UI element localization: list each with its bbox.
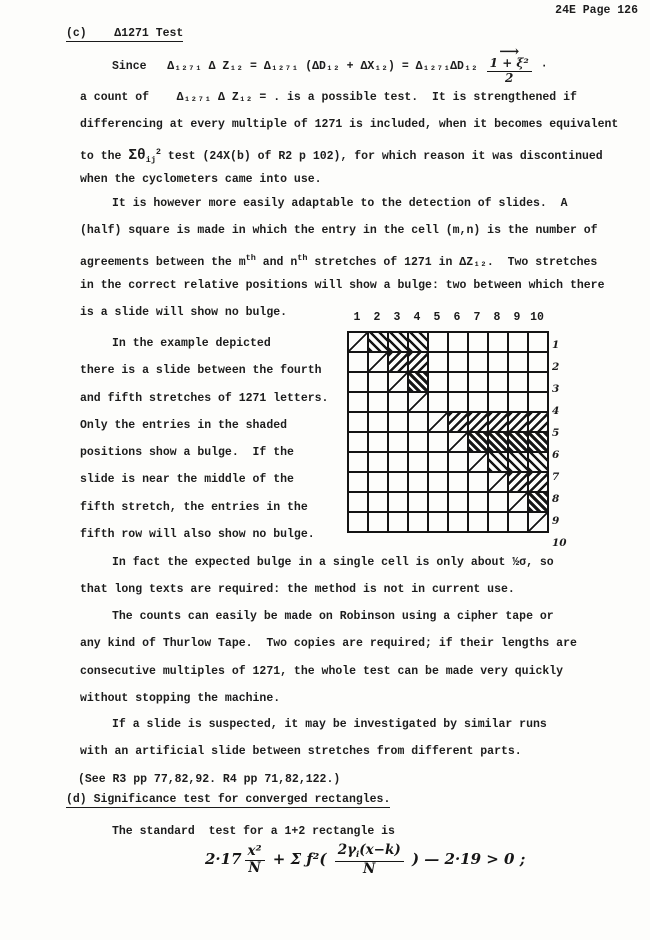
grid-cell [348, 512, 368, 532]
grid-cell [448, 452, 468, 472]
grid-row-label: 8 [552, 493, 560, 505]
grid-cell [488, 512, 508, 532]
grid-cell [528, 332, 548, 352]
grid-cell [408, 512, 428, 532]
text-line [80, 139, 618, 166]
grid-cell-diagonal [388, 372, 408, 392]
grid-cell-diagonal [468, 452, 488, 472]
grid-column-label: 8 [493, 311, 501, 324]
grid-cell [508, 512, 528, 532]
grid-cell [428, 432, 448, 452]
text-line: any kind of Thurlow Tape. Two copies are required; if their lengths are [80, 637, 577, 651]
text-line: differencing at every multiple of 1271 is included, when it becomes equivalent [80, 118, 619, 132]
grid-cell-shaded [368, 332, 388, 352]
formula-1-text: Since Δ₁₂₇₁ Δ Z₁₂ = Δ₁₂₇₁ (ΔD₁₂ + ΔX₁₂) = Δ₁₂₇₁ΔD₁₂ [112, 59, 485, 73]
grid-cell [428, 512, 448, 532]
grid-cell-diagonal [528, 512, 548, 532]
text-segment: agreements between the m [80, 255, 246, 269]
grid-cell [348, 352, 368, 372]
formula-middle: + Σ ƒ²( [267, 850, 332, 869]
grid-cell [428, 332, 448, 352]
paragraph-4 [80, 603, 577, 712]
grid-cell [428, 352, 448, 372]
grid-row-label: 2 [552, 361, 560, 373]
grid-cell [468, 512, 488, 532]
fraction-denominator: N [363, 860, 376, 877]
section-c-heading [66, 27, 183, 40]
grid-cell [348, 432, 368, 452]
text-line: without stopping the machine. [80, 691, 281, 705]
text-line: that long texts are required: the method is not in current use. [80, 583, 515, 597]
grid-cell [388, 432, 408, 452]
superscript-th: th [297, 252, 308, 263]
fraction-denominator: N [248, 859, 261, 876]
text-line [80, 245, 605, 272]
grid-column-label: 9 [513, 311, 521, 324]
fraction-with-arrow [487, 43, 532, 85]
grid-cell-shaded [528, 412, 548, 432]
grid-cell-diagonal [488, 472, 508, 492]
grid-cell-shaded [528, 492, 548, 512]
grid-column-label: 2 [373, 311, 381, 324]
formula-1-dot: · [533, 59, 548, 73]
grid-cell [448, 372, 468, 392]
grid-row-label: 10 [552, 537, 567, 549]
text-line: fifth row will also show no bulge. [80, 528, 315, 542]
example-text-block [80, 330, 380, 548]
grid-cell [428, 492, 448, 512]
grid-column-label: 5 [433, 311, 441, 324]
grid-cell [428, 452, 448, 472]
grid-cell-shaded [508, 412, 528, 432]
text-segment: 2γ [337, 842, 357, 858]
text-line: fifth stretch, the entries in the [80, 500, 308, 514]
section-d-heading-text: (d) Significance test for converged rectangles. [66, 793, 391, 806]
text-line: It is however more easily adaptable to the detection of slides. A [112, 197, 568, 210]
grid-row-label: 7 [552, 471, 560, 483]
slide-grid [347, 331, 549, 533]
grid-cell [368, 452, 388, 472]
fraction-x2-over-N [245, 844, 265, 875]
grid-cell-shaded [468, 432, 488, 452]
grid-row-label: 3 [552, 383, 560, 395]
text-segment: and n [255, 255, 298, 269]
grid-cell-diagonal [348, 332, 368, 352]
text-line: positions show a bulge. If the [80, 446, 294, 460]
grid-cell [448, 492, 468, 512]
superscript-2: 2 [155, 146, 162, 157]
grid-cell-shaded [508, 432, 528, 452]
text-line: when the cyclometers came into use. [80, 172, 322, 186]
fraction-numerator: 1 + ξ² [487, 57, 532, 72]
grid-cell [428, 392, 448, 412]
grid-cell-shaded [528, 472, 548, 492]
grid-cell [368, 372, 388, 392]
grid-cell-diagonal [408, 392, 428, 412]
grid-cell-shaded [488, 432, 508, 452]
grid-column-label: 3 [393, 311, 401, 324]
text-line: in the correct relative positions will show a bulge: two between which there [80, 278, 605, 292]
grid-cell [388, 472, 408, 492]
grid-cell [488, 492, 508, 512]
grid-cell-diagonal [428, 412, 448, 432]
grid-cell [528, 372, 548, 392]
grid-cell-shaded [408, 352, 428, 372]
fraction-2gamma-over-N [335, 843, 404, 876]
paragraph-5 [80, 711, 547, 793]
grid-cell [488, 392, 508, 412]
grid-cell [388, 412, 408, 432]
text-line: with an artificial slide between stretches from different parts. [80, 745, 522, 759]
fraction-numerator [335, 843, 404, 862]
grid-cell [348, 412, 368, 432]
subscript-i: i [356, 850, 360, 860]
grid-cell [368, 392, 388, 412]
grid-cell-shaded [408, 332, 428, 352]
text-line: and fifth stretches of 1271 letters. [80, 391, 329, 405]
grid-column-label: 10 [530, 311, 544, 324]
grid-row-labels [552, 333, 567, 553]
grid-cell [448, 352, 468, 372]
grid-cell [448, 512, 468, 532]
text-line: a count of Δ₁₂₇₁ Δ Z₁₂ = . is a possible test. It is strengthened if [80, 91, 577, 104]
grid-row-label: 6 [552, 449, 560, 461]
grid-cell [388, 452, 408, 472]
grid-cell [368, 472, 388, 492]
text-segment: test (24X(b) of R2 p 102), for which reason it was discontinued [161, 149, 603, 163]
grid-cell [408, 432, 428, 452]
grid-cell [508, 332, 528, 352]
grid-cell [488, 372, 508, 392]
grid-cell-shaded [408, 372, 428, 392]
significance-formula [205, 843, 525, 876]
grid-cell [448, 472, 468, 492]
grid-cell [448, 332, 468, 352]
grid-cell [428, 372, 448, 392]
sigma-theta-symbol: Σθ [128, 147, 146, 164]
grid-cell [408, 412, 428, 432]
grid-cell-shaded [508, 452, 528, 472]
grid-cell [368, 412, 388, 432]
grid-cell [508, 352, 528, 372]
reference-line: (See R3 pp 77,82,92. R4 pp 71,82,122.) [78, 772, 341, 786]
grid-cell [348, 452, 368, 472]
text-segment: to the [80, 149, 129, 163]
right-arrow-icon: ⟶ [499, 43, 520, 60]
grid-cell [468, 392, 488, 412]
text-line: In fact the expected bulge in a single cell is only about ½σ, so [112, 556, 554, 569]
text-line: Only the entries in the shaded [80, 418, 288, 432]
grid-cell [528, 392, 548, 412]
formula-coefficient: 2·17 [205, 850, 242, 869]
paragraph-3 [80, 549, 554, 604]
paragraph-1 [80, 43, 619, 193]
grid-cell [468, 492, 488, 512]
section-d-intro: The standard test for a 1+2 rectangle is [112, 825, 395, 838]
fraction-denominator: 2 [505, 70, 514, 85]
grid-cell [508, 372, 528, 392]
grid-cell [428, 472, 448, 492]
grid-cell [448, 392, 468, 412]
grid-cell [488, 332, 508, 352]
section-c-heading-text: (c) Δ1271 Test [66, 27, 184, 40]
formula-end: ) — 2·19 > 0 ; [406, 850, 526, 869]
grid-cell [408, 452, 428, 472]
grid-cell [348, 372, 368, 392]
grid-cell-shaded [468, 412, 488, 432]
grid-row-label: 9 [552, 515, 560, 527]
grid-cell [508, 392, 528, 412]
text-segment: stretches of 1271 in ΔZ₁₂. Two stretches [307, 255, 598, 269]
text-line: If a slide is suspected, it may be investigated by similar runs [112, 718, 547, 731]
grid-cell-diagonal [448, 432, 468, 452]
subscript-ij: ij [145, 154, 156, 165]
section-d-heading [66, 793, 390, 806]
grid-column-label: 4 [413, 311, 421, 324]
grid-cell-shaded [448, 412, 468, 432]
text-line: slide is near the middle of the [80, 473, 294, 487]
grid-cell-shaded [508, 472, 528, 492]
grid-cell-diagonal [508, 492, 528, 512]
text-line: In the example depicted [112, 337, 271, 350]
grid-cell [408, 492, 428, 512]
grid-cell-shaded [488, 452, 508, 472]
grid-cell [468, 372, 488, 392]
grid-cell [388, 392, 408, 412]
grid-column-label: 7 [473, 311, 481, 324]
grid-cell [348, 392, 368, 412]
grid-cell [528, 352, 548, 372]
grid-cell [388, 492, 408, 512]
superscript-th: th [245, 252, 256, 263]
text-line: there is a slide between the fourth [80, 364, 322, 378]
grid-cell [468, 332, 488, 352]
text-segment: (x−k) [359, 842, 401, 858]
grid-cell-shaded [388, 352, 408, 372]
grid-cell [368, 432, 388, 452]
grid-cell [468, 472, 488, 492]
grid-cell [368, 512, 388, 532]
text-line: consecutive multiples of 1271, the whole test can be made very quickly [80, 664, 564, 678]
text-line: (half) square is made in which the entry in the cell (m,n) is the number of [80, 224, 598, 238]
grid-cell [348, 472, 368, 492]
fraction-numerator: x² [245, 844, 265, 861]
grid-cell [408, 472, 428, 492]
grid-cell-diagonal [368, 352, 388, 372]
grid-cell [488, 352, 508, 372]
grid-column-labels [347, 311, 547, 324]
grid-column-label: 1 [353, 311, 361, 324]
grid-cell [388, 512, 408, 532]
grid-cell-shaded [388, 332, 408, 352]
paragraph-2 [80, 190, 605, 326]
grid-row-label: 4 [552, 405, 560, 417]
grid-cell [368, 492, 388, 512]
formula-line-1 [80, 43, 618, 85]
page-header-ref: 24E Page 126 [555, 4, 638, 17]
grid-cell-shaded [528, 452, 548, 472]
grid-cell-shaded [528, 432, 548, 452]
grid-column-label: 6 [453, 311, 461, 324]
grid-row-label: 1 [552, 339, 560, 351]
grid-cell-shaded [488, 412, 508, 432]
text-line: The counts can easily be made on Robinson using a cipher tape or [112, 610, 554, 623]
text-line: is a slide will show no bulge. [80, 306, 288, 320]
grid-row-label: 5 [552, 427, 560, 439]
grid-cell [348, 492, 368, 512]
grid-cell [468, 352, 488, 372]
